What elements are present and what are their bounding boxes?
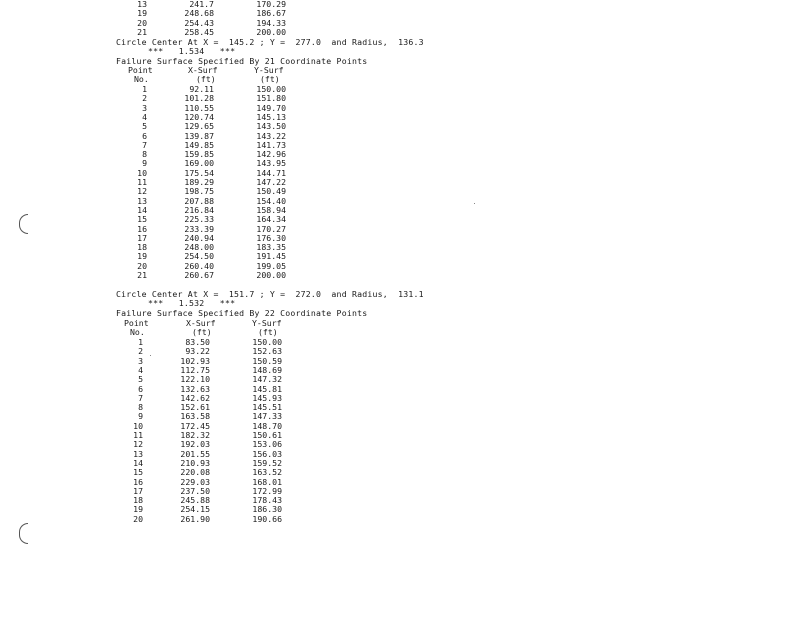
y-surf-value: 143.95 — [256, 158, 286, 169]
y-surf-value: 168.01 — [252, 476, 282, 487]
x-surf-value: 182.32 — [180, 430, 210, 440]
point-number: 4 — [138, 364, 143, 375]
point-number: 11 — [137, 177, 147, 187]
y-surf-value: 141.73 — [256, 139, 286, 150]
y-surf-value: 148.70 — [252, 420, 282, 431]
point-number: 21 — [137, 270, 147, 280]
y-surf-value: 156.03 — [252, 448, 282, 459]
point-number: 1 — [138, 337, 143, 347]
point-number: 7 — [138, 392, 143, 403]
x-surf-value: 152.61 — [180, 402, 210, 413]
point-number: 12 — [133, 439, 143, 450]
x-surf-value: 260.67 — [184, 270, 214, 280]
x-surf-value: 260.40 — [184, 260, 214, 271]
table-row — [115, 28, 295, 37]
x-surf-value: 233.39 — [184, 223, 214, 234]
table-row — [115, 122, 295, 131]
y-surf-value: 143.22 — [256, 130, 286, 141]
y-surf-value: 153.06 — [252, 439, 282, 450]
y-surf-value: 186.30 — [252, 504, 282, 515]
x-surf-value: 220.08 — [180, 467, 210, 478]
x-surf-value: 207.88 — [184, 195, 214, 206]
col-header-y-2: Y-Surf — [252, 318, 282, 328]
point-number: 13 — [137, 0, 147, 9]
y-surf-value: 164.34 — [256, 214, 286, 225]
point-number: 2 — [142, 93, 147, 104]
point-number: 17 — [137, 232, 147, 243]
y-surf-value: 150.00 — [252, 337, 282, 347]
x-surf-value: 110.55 — [184, 102, 214, 113]
y-surf-value: 143.50 — [256, 121, 286, 132]
col-header-no-1: No. — [134, 74, 149, 84]
y-surf-value: 170.27 — [256, 223, 286, 234]
failure-surface-heading-1: Failure Surface Specified By 21 Coordinate Points — [116, 56, 368, 66]
x-surf-value: 216.84 — [184, 204, 214, 215]
x-surf-value: 129.65 — [184, 121, 214, 132]
x-surf-value: 92.11 — [189, 84, 214, 94]
col-header-point-1: Point — [128, 65, 153, 75]
y-surf-value: 190.66 — [252, 513, 282, 524]
x-surf-value: 225.33 — [184, 214, 214, 225]
table-row — [111, 440, 291, 449]
y-surf-value: 150.61 — [252, 430, 282, 440]
y-surf-value: 148.69 — [252, 364, 282, 375]
x-surf-value: 248.68 — [184, 8, 214, 19]
table-row — [115, 215, 295, 224]
y-surf-value: 145.81 — [252, 383, 282, 394]
x-surf-value: 258.45 — [184, 26, 214, 37]
x-surf-value: 93.22 — [185, 346, 210, 357]
factor-of-safety-2: *** 1.532 *** — [148, 298, 236, 308]
x-surf-value: 241.7 — [189, 0, 214, 9]
point-number: 5 — [142, 121, 147, 132]
y-surf-value: 142.96 — [256, 149, 286, 160]
col-unit-y-2: (ft) — [258, 327, 278, 337]
point-number: 15 — [133, 467, 143, 478]
point-number: 14 — [133, 457, 143, 468]
y-surf-value: 170.29 — [256, 0, 286, 9]
table-row — [111, 515, 291, 524]
y-surf-value: 149.70 — [256, 102, 286, 113]
x-surf-value: 189.29 — [184, 177, 214, 187]
y-surf-value: 200.00 — [256, 26, 286, 37]
y-surf-value: 194.33 — [256, 17, 286, 28]
y-surf-value: 150.00 — [256, 84, 286, 94]
point-number: 13 — [137, 195, 147, 206]
col-header-no-2: No. — [130, 327, 145, 337]
y-surf-value: 150.59 — [252, 355, 282, 366]
y-surf-value: 151.80 — [256, 93, 286, 104]
y-surf-value: 158.94 — [256, 204, 286, 215]
x-surf-value: 248.00 — [184, 242, 214, 253]
point-number: 9 — [138, 411, 143, 422]
x-surf-value: 261.90 — [180, 513, 210, 524]
x-surf-value: 142.62 — [180, 392, 210, 403]
point-number: 16 — [137, 223, 147, 234]
y-surf-value: 200.00 — [256, 270, 286, 280]
x-surf-value: 122.10 — [180, 374, 210, 385]
point-number: 9 — [142, 158, 147, 169]
col-unit-x-1: (ft) — [196, 74, 216, 84]
col-unit-y-1: (ft) — [260, 74, 280, 84]
point-number: 13 — [133, 448, 143, 459]
y-surf-value: 150.49 — [256, 186, 286, 197]
col-header-x-1: X-Surf — [188, 65, 218, 75]
point-number: 20 — [133, 513, 143, 524]
circle-center-line-1: Circle Center At X = 145.2 ; Y = 277.0 and Radius, 136.3 — [116, 37, 424, 47]
x-surf-value: 237.50 — [180, 485, 210, 496]
y-surf-value: 147.22 — [256, 177, 286, 187]
col-header-point-2: Point — [124, 318, 149, 328]
y-surf-value: 147.32 — [252, 374, 282, 385]
point-number: 14 — [137, 204, 147, 215]
point-number: 21 — [137, 26, 147, 37]
col-unit-x-2: (ft) — [192, 327, 212, 337]
y-surf-value: 172.99 — [252, 485, 282, 496]
col-header-y-1: Y-Surf — [254, 65, 284, 75]
point-number: 12 — [137, 186, 147, 197]
x-surf-value: 102.93 — [180, 355, 210, 366]
table-row — [111, 347, 291, 356]
scan-speck — [150, 355, 151, 356]
x-surf-value: 120.74 — [184, 111, 214, 122]
x-surf-value: 149.85 — [184, 139, 214, 150]
y-surf-value: 145.93 — [252, 392, 282, 403]
x-surf-value: 254.43 — [184, 17, 214, 28]
point-number: 17 — [133, 485, 143, 496]
point-number: 3 — [138, 355, 143, 366]
point-number: 1 — [142, 84, 147, 94]
y-surf-value: 163.52 — [252, 467, 282, 478]
y-surf-value: 183.35 — [256, 242, 286, 253]
point-number: 20 — [137, 17, 147, 28]
margin-hole-mark — [19, 214, 28, 234]
y-surf-value: 152.63 — [252, 346, 282, 357]
x-surf-value: 169.00 — [184, 158, 214, 169]
table-row — [115, 187, 295, 196]
point-number: 20 — [137, 260, 147, 271]
x-surf-value: 210.93 — [180, 457, 210, 468]
table-row — [115, 9, 295, 18]
y-surf-value: 154.40 — [256, 195, 286, 206]
x-surf-value: 112.75 — [180, 364, 210, 375]
point-number: 2 — [138, 346, 143, 357]
x-surf-value: 172.45 — [180, 420, 210, 431]
table-row — [115, 94, 295, 103]
margin-hole-mark — [19, 523, 28, 544]
point-number: 5 — [138, 374, 143, 385]
x-surf-value: 198.75 — [184, 186, 214, 197]
point-number: 4 — [142, 111, 147, 122]
point-number: 6 — [138, 383, 143, 394]
y-surf-value: 199.05 — [256, 260, 286, 271]
point-number: 18 — [133, 495, 143, 506]
point-number: 18 — [137, 242, 147, 253]
y-surf-value: 178.43 — [252, 495, 282, 506]
point-number: 10 — [133, 420, 143, 431]
point-number: 3 — [142, 102, 147, 113]
point-number: 7 — [142, 139, 147, 150]
point-number: 19 — [137, 251, 147, 262]
point-number: 15 — [137, 214, 147, 225]
point-number: 6 — [142, 130, 147, 141]
point-number: 19 — [133, 504, 143, 515]
x-surf-value: 240.94 — [184, 232, 214, 243]
y-surf-value: 145.51 — [252, 402, 282, 413]
x-surf-value: 254.50 — [184, 251, 214, 262]
col-header-x-2: X-Surf — [186, 318, 216, 328]
factor-of-safety-1: *** 1.534 *** — [148, 46, 236, 56]
x-surf-value: 201.55 — [180, 448, 210, 459]
x-surf-value: 139.87 — [184, 130, 214, 141]
x-surf-value: 229.03 — [180, 476, 210, 487]
y-surf-value: 186.67 — [256, 8, 286, 19]
table-row — [111, 375, 291, 384]
point-number: 11 — [133, 430, 143, 440]
point-number: 19 — [137, 8, 147, 19]
table-row — [115, 271, 295, 280]
x-surf-value: 101.28 — [184, 93, 214, 104]
y-surf-value: 191.45 — [256, 251, 286, 262]
x-surf-value: 159.85 — [184, 149, 214, 160]
x-surf-value: 192.03 — [180, 439, 210, 450]
y-surf-value: 145.13 — [256, 111, 286, 122]
x-surf-value: 245.88 — [180, 495, 210, 506]
point-number: 8 — [138, 402, 143, 413]
x-surf-value: 163.58 — [180, 411, 210, 422]
x-surf-value: 175.54 — [184, 167, 214, 178]
point-number: 16 — [133, 476, 143, 487]
point-number: 10 — [137, 167, 147, 178]
x-surf-value: 83.50 — [185, 337, 210, 347]
y-surf-value: 147.33 — [252, 411, 282, 422]
scan-speck — [474, 203, 475, 204]
y-surf-value: 144.71 — [256, 167, 286, 178]
y-surf-value: 159.52 — [252, 457, 282, 468]
table-row — [111, 468, 291, 477]
y-surf-value: 176.30 — [256, 232, 286, 243]
circle-center-line-2: Circle Center At X = 151.7 ; Y = 272.0 and Radius, 131.1 — [116, 289, 424, 299]
failure-surface-heading-2: Failure Surface Specified By 22 Coordinate Points — [116, 308, 368, 318]
x-surf-value: 254.15 — [180, 504, 210, 515]
x-surf-value: 132.63 — [180, 383, 210, 394]
point-number: 8 — [142, 149, 147, 160]
